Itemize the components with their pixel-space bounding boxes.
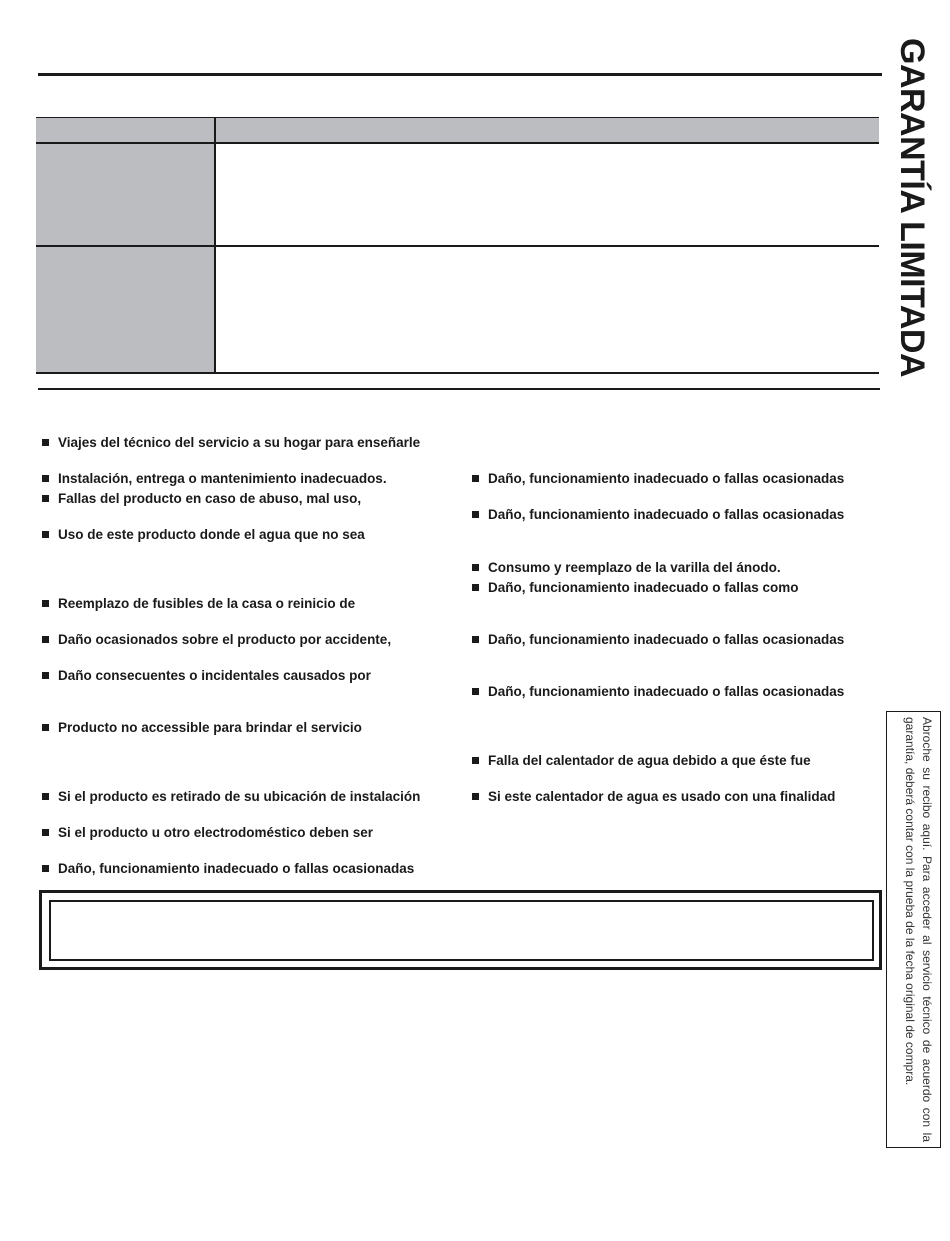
square-bullet-icon <box>42 600 49 607</box>
square-bullet-icon <box>472 757 479 764</box>
square-bullet-icon <box>42 672 49 679</box>
exclusion-item: Fallas del producto en caso de abuso, mal uso, <box>42 491 361 507</box>
receipt-attach-box <box>886 711 941 1148</box>
header-divider <box>214 118 216 145</box>
square-bullet-icon <box>472 636 479 643</box>
warranty-table <box>36 117 879 374</box>
square-bullet-icon <box>42 439 49 446</box>
square-bullet-icon <box>472 564 479 571</box>
warranty-table-row <box>36 247 879 374</box>
exclusion-item: Daño, funcionamiento inadecuado o fallas ocasionadas <box>472 684 844 700</box>
exclusion-item: Falla del calentador de agua debido a que éste fue <box>472 753 811 769</box>
exclusion-item: Daño, funcionamiento inadecuado o fallas como <box>472 580 799 596</box>
exclusion-item: Daño ocasionados sobre el producto por accidente, <box>42 632 391 648</box>
exclusion-item: Daño, funcionamiento inadecuado o fallas ocasionadas <box>472 632 844 648</box>
square-bullet-icon <box>42 865 49 872</box>
square-bullet-icon <box>472 584 479 591</box>
square-bullet-icon <box>42 829 49 836</box>
exclusion-item: Reemplazo de fusibles de la casa o reinicio de <box>42 596 355 612</box>
period-cell <box>36 144 214 245</box>
exclusion-item: Viajes del técnico del servicio a su hogar para enseñarle <box>42 435 420 451</box>
square-bullet-icon <box>42 724 49 731</box>
exclusion-item: Uso de este producto donde el agua que no sea <box>42 527 365 543</box>
column-divider <box>214 144 216 245</box>
page-title: GARANTÍA LIMITADA <box>893 38 931 378</box>
exclusion-item: Si el producto u otro electrodoméstico deben ser <box>42 825 373 841</box>
exclusion-item: Daño, funcionamiento inadecuado o fallas ocasionadas <box>472 471 844 487</box>
exclusion-item: Daño, funcionamiento inadecuado o fallas ocasionadas <box>42 861 414 877</box>
notice-box <box>39 890 882 970</box>
notice-box-inner <box>49 900 874 961</box>
exclusion-item: Instalación, entrega o mantenimiento inadecuados. <box>42 471 387 487</box>
exclusion-item: Producto no accessible para brindar el servicio <box>42 720 362 736</box>
exclusion-item: Consumo y reemplazo de la varilla del ánodo. <box>472 560 781 576</box>
section-rule <box>38 388 880 390</box>
square-bullet-icon <box>472 475 479 482</box>
square-bullet-icon <box>42 793 49 800</box>
square-bullet-icon <box>42 475 49 482</box>
warranty-table-row <box>36 144 879 247</box>
top-rule <box>38 73 882 76</box>
square-bullet-icon <box>472 511 479 518</box>
exclusion-item: Daño consecuentes o incidentales causados por <box>42 668 371 684</box>
exclusion-item: Si el producto es retirado de su ubicación de instalación <box>42 789 420 805</box>
receipt-note: Abroche su recibo aquí. Para acceder al servicio técnico de acuerdo con la garantía, deberá contar con la prueba de la fecha original de compra. <box>903 717 934 1142</box>
exclusion-item: Si este calentador de agua es usado con una finalidad <box>472 789 835 805</box>
square-bullet-icon <box>42 531 49 538</box>
square-bullet-icon <box>472 688 479 695</box>
warranty-table-header <box>36 117 879 144</box>
exclusion-item: Daño, funcionamiento inadecuado o fallas ocasionadas <box>472 507 844 523</box>
column-divider <box>214 247 216 372</box>
square-bullet-icon <box>42 636 49 643</box>
square-bullet-icon <box>42 495 49 502</box>
period-cell <box>36 247 214 372</box>
square-bullet-icon <box>472 793 479 800</box>
